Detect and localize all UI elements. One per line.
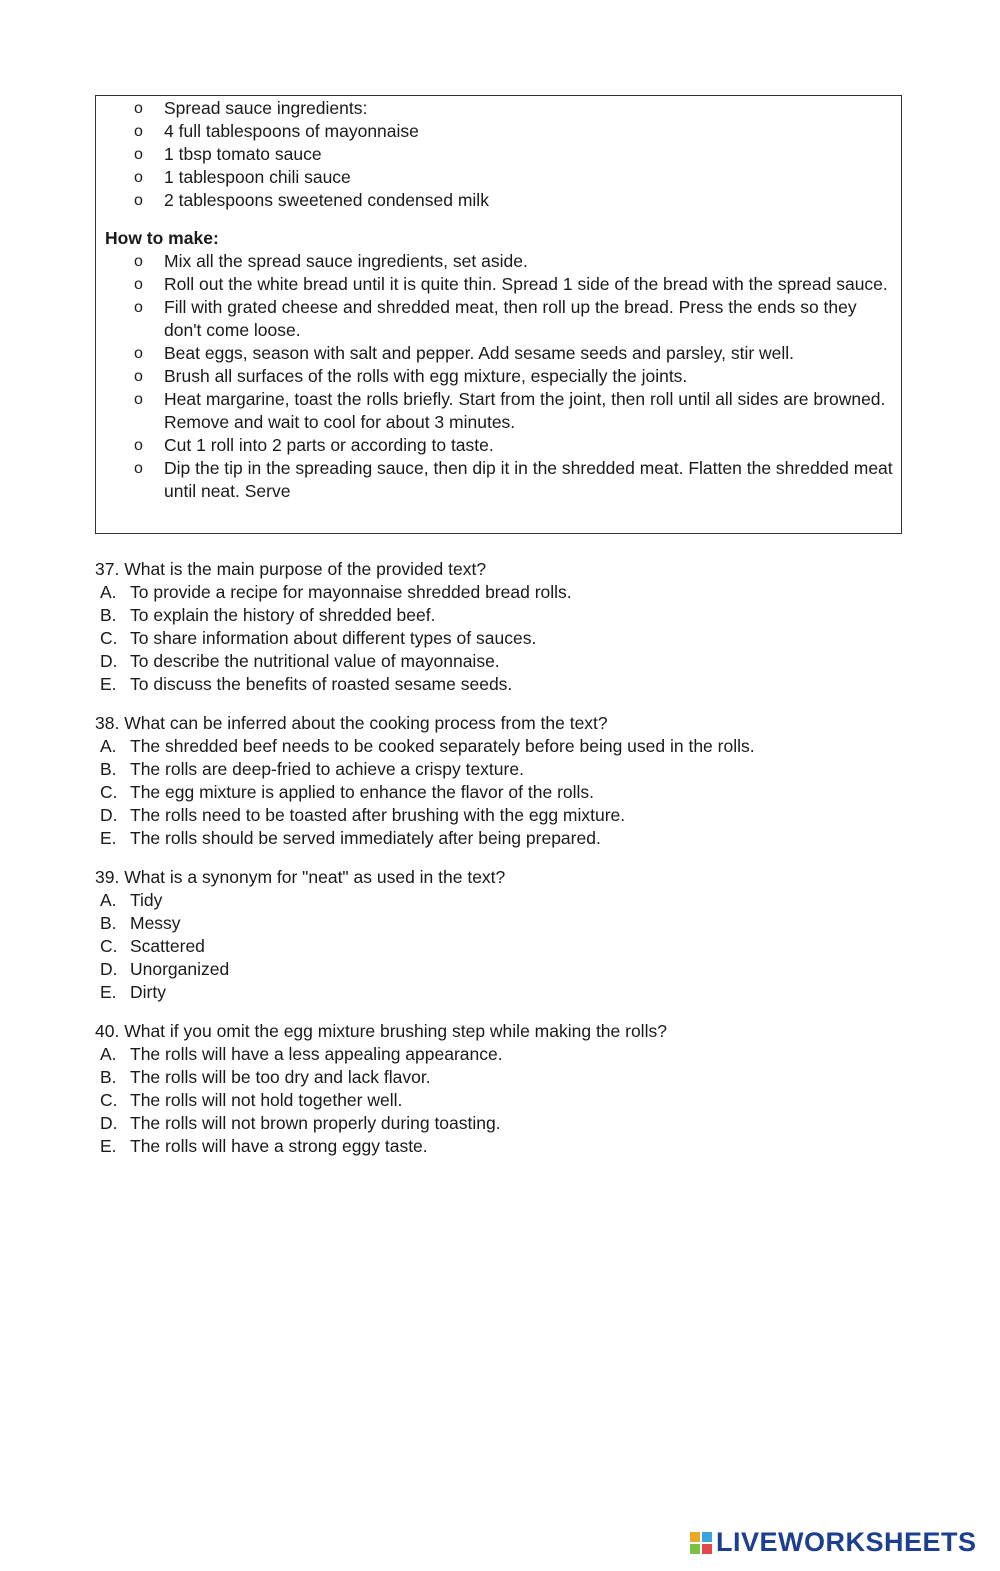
question-text: 37. What is the main purpose of the provided text? bbox=[95, 559, 487, 579]
option-text: The rolls will have a strong eggy taste. bbox=[130, 1136, 428, 1156]
answer-option[interactable] bbox=[95, 758, 915, 781]
sauce-item-text: 1 tbsp tomato sauce bbox=[164, 144, 322, 164]
step-item bbox=[96, 273, 901, 296]
option-text: The shredded beef needs to be cooked separately before being used in the rolls. bbox=[130, 736, 755, 756]
sauce-item-text: Spread sauce ingredients: bbox=[164, 98, 368, 118]
sauce-item bbox=[96, 143, 901, 166]
step-item-text: Fill with grated cheese and shredded meat, then roll up the bread. Press the ends so they don't come loose. bbox=[164, 297, 857, 340]
bullet-icon: o bbox=[134, 123, 143, 140]
sauce-item bbox=[96, 166, 901, 189]
answer-option[interactable] bbox=[95, 981, 915, 1004]
step-item-text: Beat eggs, season with salt and pepper. Add sesame seeds and parsley, stir well. bbox=[164, 343, 795, 363]
how-to-make-heading: How to make: bbox=[105, 228, 219, 248]
bullet-icon: o bbox=[134, 437, 143, 454]
sauce-item bbox=[96, 120, 901, 143]
bullet-icon: o bbox=[134, 253, 143, 270]
option-letter: A. bbox=[100, 1044, 117, 1064]
steps-list bbox=[96, 250, 901, 503]
question-block bbox=[95, 712, 915, 850]
step-item bbox=[96, 342, 901, 365]
logo-square bbox=[690, 1532, 700, 1542]
option-text: To discuss the benefits of roasted sesame seeds. bbox=[130, 674, 513, 694]
option-text: The rolls will not brown properly during toasting. bbox=[130, 1113, 501, 1133]
option-letter: B. bbox=[100, 605, 117, 625]
sauce-item-text: 4 full tablespoons of mayonnaise bbox=[164, 121, 419, 141]
step-item bbox=[96, 434, 901, 457]
option-letter: D. bbox=[100, 1113, 118, 1133]
bullet-icon: o bbox=[134, 391, 143, 408]
answer-option[interactable] bbox=[95, 1043, 915, 1066]
option-text: Dirty bbox=[130, 982, 166, 1002]
option-text: Unorganized bbox=[130, 959, 230, 979]
answer-option[interactable] bbox=[95, 781, 915, 804]
option-letter: D. bbox=[100, 651, 118, 671]
logo-icon bbox=[690, 1532, 712, 1554]
option-letter: D. bbox=[100, 959, 118, 979]
option-letter: C. bbox=[100, 782, 118, 802]
question-block bbox=[95, 866, 915, 1004]
step-item-text: Mix all the spread sauce ingredients, set aside. bbox=[164, 251, 528, 271]
option-letter: E. bbox=[100, 674, 117, 694]
step-item bbox=[96, 365, 901, 388]
option-text: Scattered bbox=[130, 936, 205, 956]
bullet-icon: o bbox=[134, 276, 143, 293]
question-text: 40. What if you omit the egg mixture brushing step while making the rolls? bbox=[95, 1021, 667, 1041]
question-text: 38. What can be inferred about the cooking process from the text? bbox=[95, 713, 608, 733]
sauce-item-text: 1 tablespoon chili sauce bbox=[164, 167, 351, 187]
option-letter: D. bbox=[100, 805, 118, 825]
liveworksheets-logo bbox=[690, 1527, 977, 1558]
option-letter: A. bbox=[100, 582, 117, 602]
step-item bbox=[96, 296, 901, 342]
option-text: The rolls are deep-fried to achieve a crispy texture. bbox=[130, 759, 524, 779]
answer-option[interactable] bbox=[95, 827, 915, 850]
answer-option[interactable] bbox=[95, 1066, 915, 1089]
answer-options bbox=[95, 735, 915, 850]
bullet-icon: o bbox=[134, 192, 143, 209]
recipe-box bbox=[95, 95, 902, 534]
answer-option[interactable] bbox=[95, 604, 915, 627]
answer-option[interactable] bbox=[95, 735, 915, 758]
answer-option[interactable] bbox=[95, 627, 915, 650]
step-item bbox=[96, 250, 901, 273]
option-text: To describe the nutritional value of mayonnaise. bbox=[130, 651, 500, 671]
answer-option[interactable] bbox=[95, 650, 915, 673]
answer-options bbox=[95, 889, 915, 1004]
logo-square bbox=[690, 1544, 700, 1554]
logo-square bbox=[702, 1532, 712, 1542]
answer-option[interactable] bbox=[95, 912, 915, 935]
option-text: The rolls should be served immediately after being prepared. bbox=[130, 828, 601, 848]
step-item bbox=[96, 388, 901, 434]
option-letter: E. bbox=[100, 828, 117, 848]
option-letter: C. bbox=[100, 628, 118, 648]
option-text: Tidy bbox=[130, 890, 163, 910]
option-text: To provide a recipe for mayonnaise shredded bread rolls. bbox=[130, 582, 572, 602]
step-item-text: Heat margarine, toast the rolls briefly. Start from the joint, then roll until all sides are browned. Remove and wait to cool for about 3 minutes. bbox=[164, 389, 886, 432]
bullet-icon: o bbox=[134, 460, 143, 477]
option-letter: C. bbox=[100, 1090, 118, 1110]
logo-square bbox=[702, 1544, 712, 1554]
option-text: To share information about different types of sauces. bbox=[130, 628, 537, 648]
step-item-text: Dip the tip in the spreading sauce, then dip it in the shredded meat. Flatten the shredded meat until neat. Serve bbox=[164, 458, 893, 501]
questions-section bbox=[95, 558, 915, 1174]
answer-option[interactable] bbox=[95, 935, 915, 958]
answer-option[interactable] bbox=[95, 673, 915, 696]
bullet-icon: o bbox=[134, 146, 143, 163]
answer-option[interactable] bbox=[95, 889, 915, 912]
option-letter: C. bbox=[100, 936, 118, 956]
question-block bbox=[95, 558, 915, 696]
question-text: 39. What is a synonym for "neat" as used in the text? bbox=[95, 867, 506, 887]
answer-option[interactable] bbox=[95, 958, 915, 981]
option-text: The egg mixture is applied to enhance the flavor of the rolls. bbox=[130, 782, 595, 802]
option-text: To explain the history of shredded beef. bbox=[130, 605, 436, 625]
answer-options bbox=[95, 581, 915, 696]
bullet-icon: o bbox=[134, 100, 143, 117]
step-item bbox=[96, 457, 901, 503]
step-item-text: Cut 1 roll into 2 parts or according to taste. bbox=[164, 435, 494, 455]
option-text: Messy bbox=[130, 913, 181, 933]
option-text: The rolls will have a less appealing appearance. bbox=[130, 1044, 503, 1064]
option-text: The rolls will be too dry and lack flavor. bbox=[130, 1067, 431, 1087]
option-text: The rolls need to be toasted after brushing with the egg mixture. bbox=[130, 805, 626, 825]
bullet-icon: o bbox=[134, 345, 143, 362]
option-letter: A. bbox=[100, 890, 117, 910]
answer-option[interactable] bbox=[95, 1112, 915, 1135]
option-letter: B. bbox=[100, 913, 117, 933]
option-letter: A. bbox=[100, 736, 117, 756]
answer-option[interactable] bbox=[95, 804, 915, 827]
bullet-icon: o bbox=[134, 169, 143, 186]
option-text: The rolls will not hold together well. bbox=[130, 1090, 403, 1110]
option-letter: B. bbox=[100, 759, 117, 779]
bullet-icon: o bbox=[134, 368, 143, 385]
logo-text: LIVEWORKSHEETS bbox=[716, 1527, 977, 1557]
sauce-item bbox=[96, 97, 901, 120]
option-letter: B. bbox=[100, 1067, 117, 1087]
sauce-item bbox=[96, 189, 901, 212]
question-block bbox=[95, 1020, 915, 1158]
answer-option[interactable] bbox=[95, 581, 915, 604]
bullet-icon: o bbox=[134, 299, 143, 316]
answer-options bbox=[95, 1043, 915, 1158]
step-item-text: Roll out the white bread until it is quite thin. Spread 1 side of the bread with the spread sauce. bbox=[164, 274, 888, 294]
sauce-ingredient-list bbox=[96, 97, 901, 212]
sauce-item-text: 2 tablespoons sweetened condensed milk bbox=[164, 190, 489, 210]
step-item-text: Brush all surfaces of the rolls with egg mixture, especially the joints. bbox=[164, 366, 688, 386]
answer-option[interactable] bbox=[95, 1089, 915, 1112]
answer-option[interactable] bbox=[95, 1135, 915, 1158]
option-letter: E. bbox=[100, 982, 117, 1002]
option-letter: E. bbox=[100, 1136, 117, 1156]
